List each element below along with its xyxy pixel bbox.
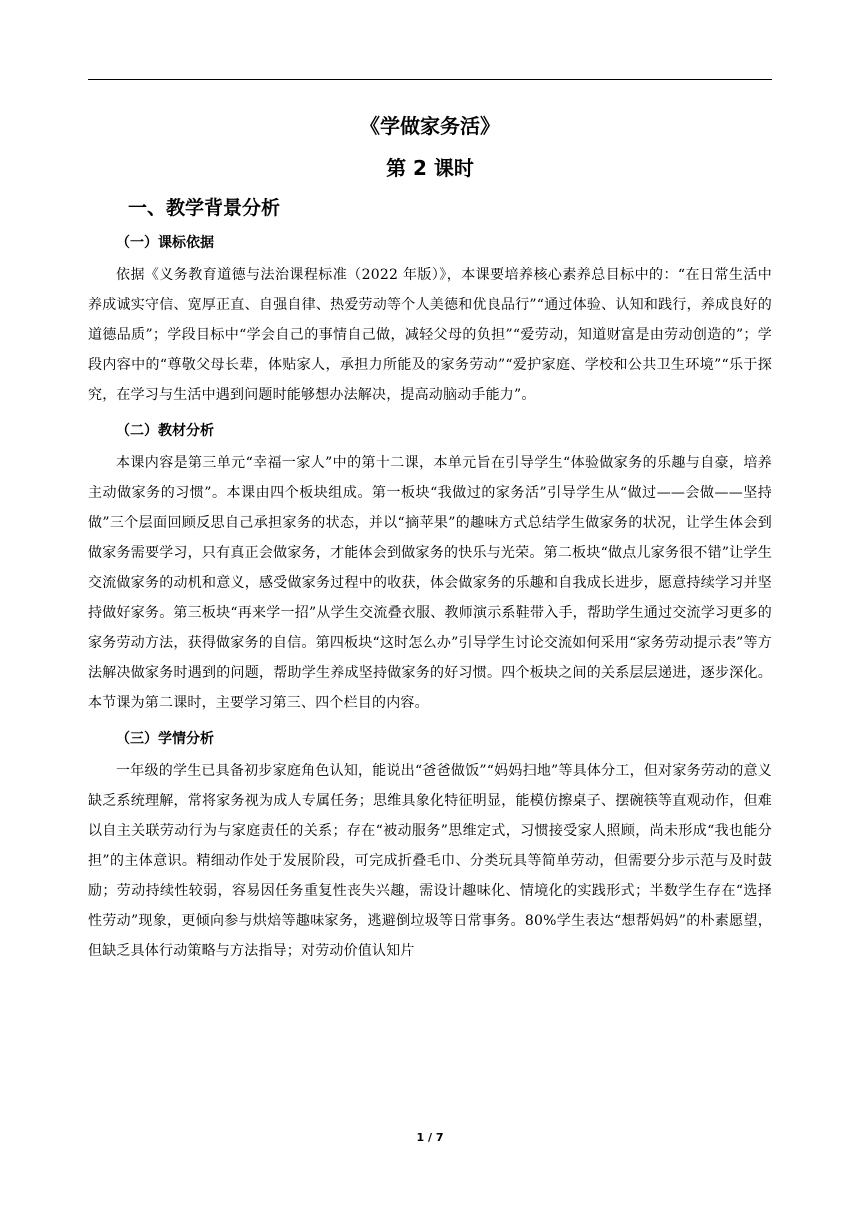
document-body [88,108,772,966]
paragraph-curriculum: 依据《义务教育道德与法治课程标准（2022 年版）》，本课要培养核心素养总目标中的：“在日常生活中养成诚实守信、宽厚正直、自强自律、热爱劳动等个人美德和优良品行”“通过体验、认知和践行，养成良好的道德品质”；学段目标中“学会自己的事情自己做，减轻父母的负担”“爱劳动，知道财富是由劳动创造的”；学段内容中的“尊敬父母长辈，体贴家人，承担力所能及的家务劳动”“爱护家庭、学校和公共卫生环境”“乐于探究，在学习与生活中遇到问题时能够想办法解决，提高动脑动手能力”。 [88,267,772,403]
document-subtitle: 第 2 课时 [386,156,474,180]
document-title: 《学做家务活》 [360,114,500,138]
paragraph-textbook: 本课内容是第三单元“幸福一家人”中的第十二课，本单元旨在引导学生“体验做家务的乐趣与自豪，培养主动做家务的习惯”。本课由四个板块组成。第一板块“我做过的家务活”引导学生从“做过——会做——坚持做”三个层面回顾反思自己承担家务的状态，并以“摘苹果”的趣味方式总结学生做家务的状况，让学生体会到做家务需要学习，只有真正会做家务，才能体会到做家务的快乐与光荣。第二板块“做点儿家务很不错”让学生交流做家务的动机和意义，感受做家务过程中的收获，体会做家务的乐趣和自我成长进步，愿意持续学习并坚持做好家务。第三板块“再来学一招”从学生交流叠衣服、教师演示系鞋带入手，帮助学生通过交流学习更多的家务劳动方法，获得做家务的自信。第四板块“这时怎么办”引导学生讨论交流如何采用“家务劳动提示表”等方法解决做家务时遇到的问题，帮助学生养成坚持做家务的好习惯。四个板块之间的关系层层递进，逐步深化。本节课为第二课时，主要学习第三、四个栏目的内容。 [88,455,772,711]
page-number: 1 / 7 [416,1131,444,1144]
paragraph-students: 一年级的学生已具备初步家庭角色认知，能说出“爸爸做饭”“妈妈扫地”等具体分工，但对家务劳动的意义缺乏系统理解，常将家务视为成人专属任务；思维具象化特征明显，能模仿擦桌子、摆碗筷等直观动作，但难以自主关联劳动行为与家庭责任的关系；存在“被动服务”思维定式，习惯接受家人照顾，尚未形成“我也能分担”的主体意识。精细动作处于发展阶段，可完成折叠毛巾、分类玩具等简单劳动，但需要分步示范与及时鼓励；劳动持续性较弱，容易因任务重复性丧失兴趣，需设计趣味化、情境化的实践形式；半数学生存在“选择性劳动”现象，更倾向参与烘焙等趣味家务，逃避倒垃圾等日常事务。80%学生表达“想帮妈妈”的朴素愿望，但缺乏具体行动策略与方法指导；对劳动价值认知片 [88,763,772,959]
section-heading: 一、教学背景分析 [128,197,281,219]
subsection-heading-students: （三）学情分析 [116,731,214,747]
subsection-heading-curriculum: （一）课标依据 [116,235,214,251]
header-rule [88,79,772,80]
subsection-heading-textbook: （二）教材分析 [116,423,214,439]
